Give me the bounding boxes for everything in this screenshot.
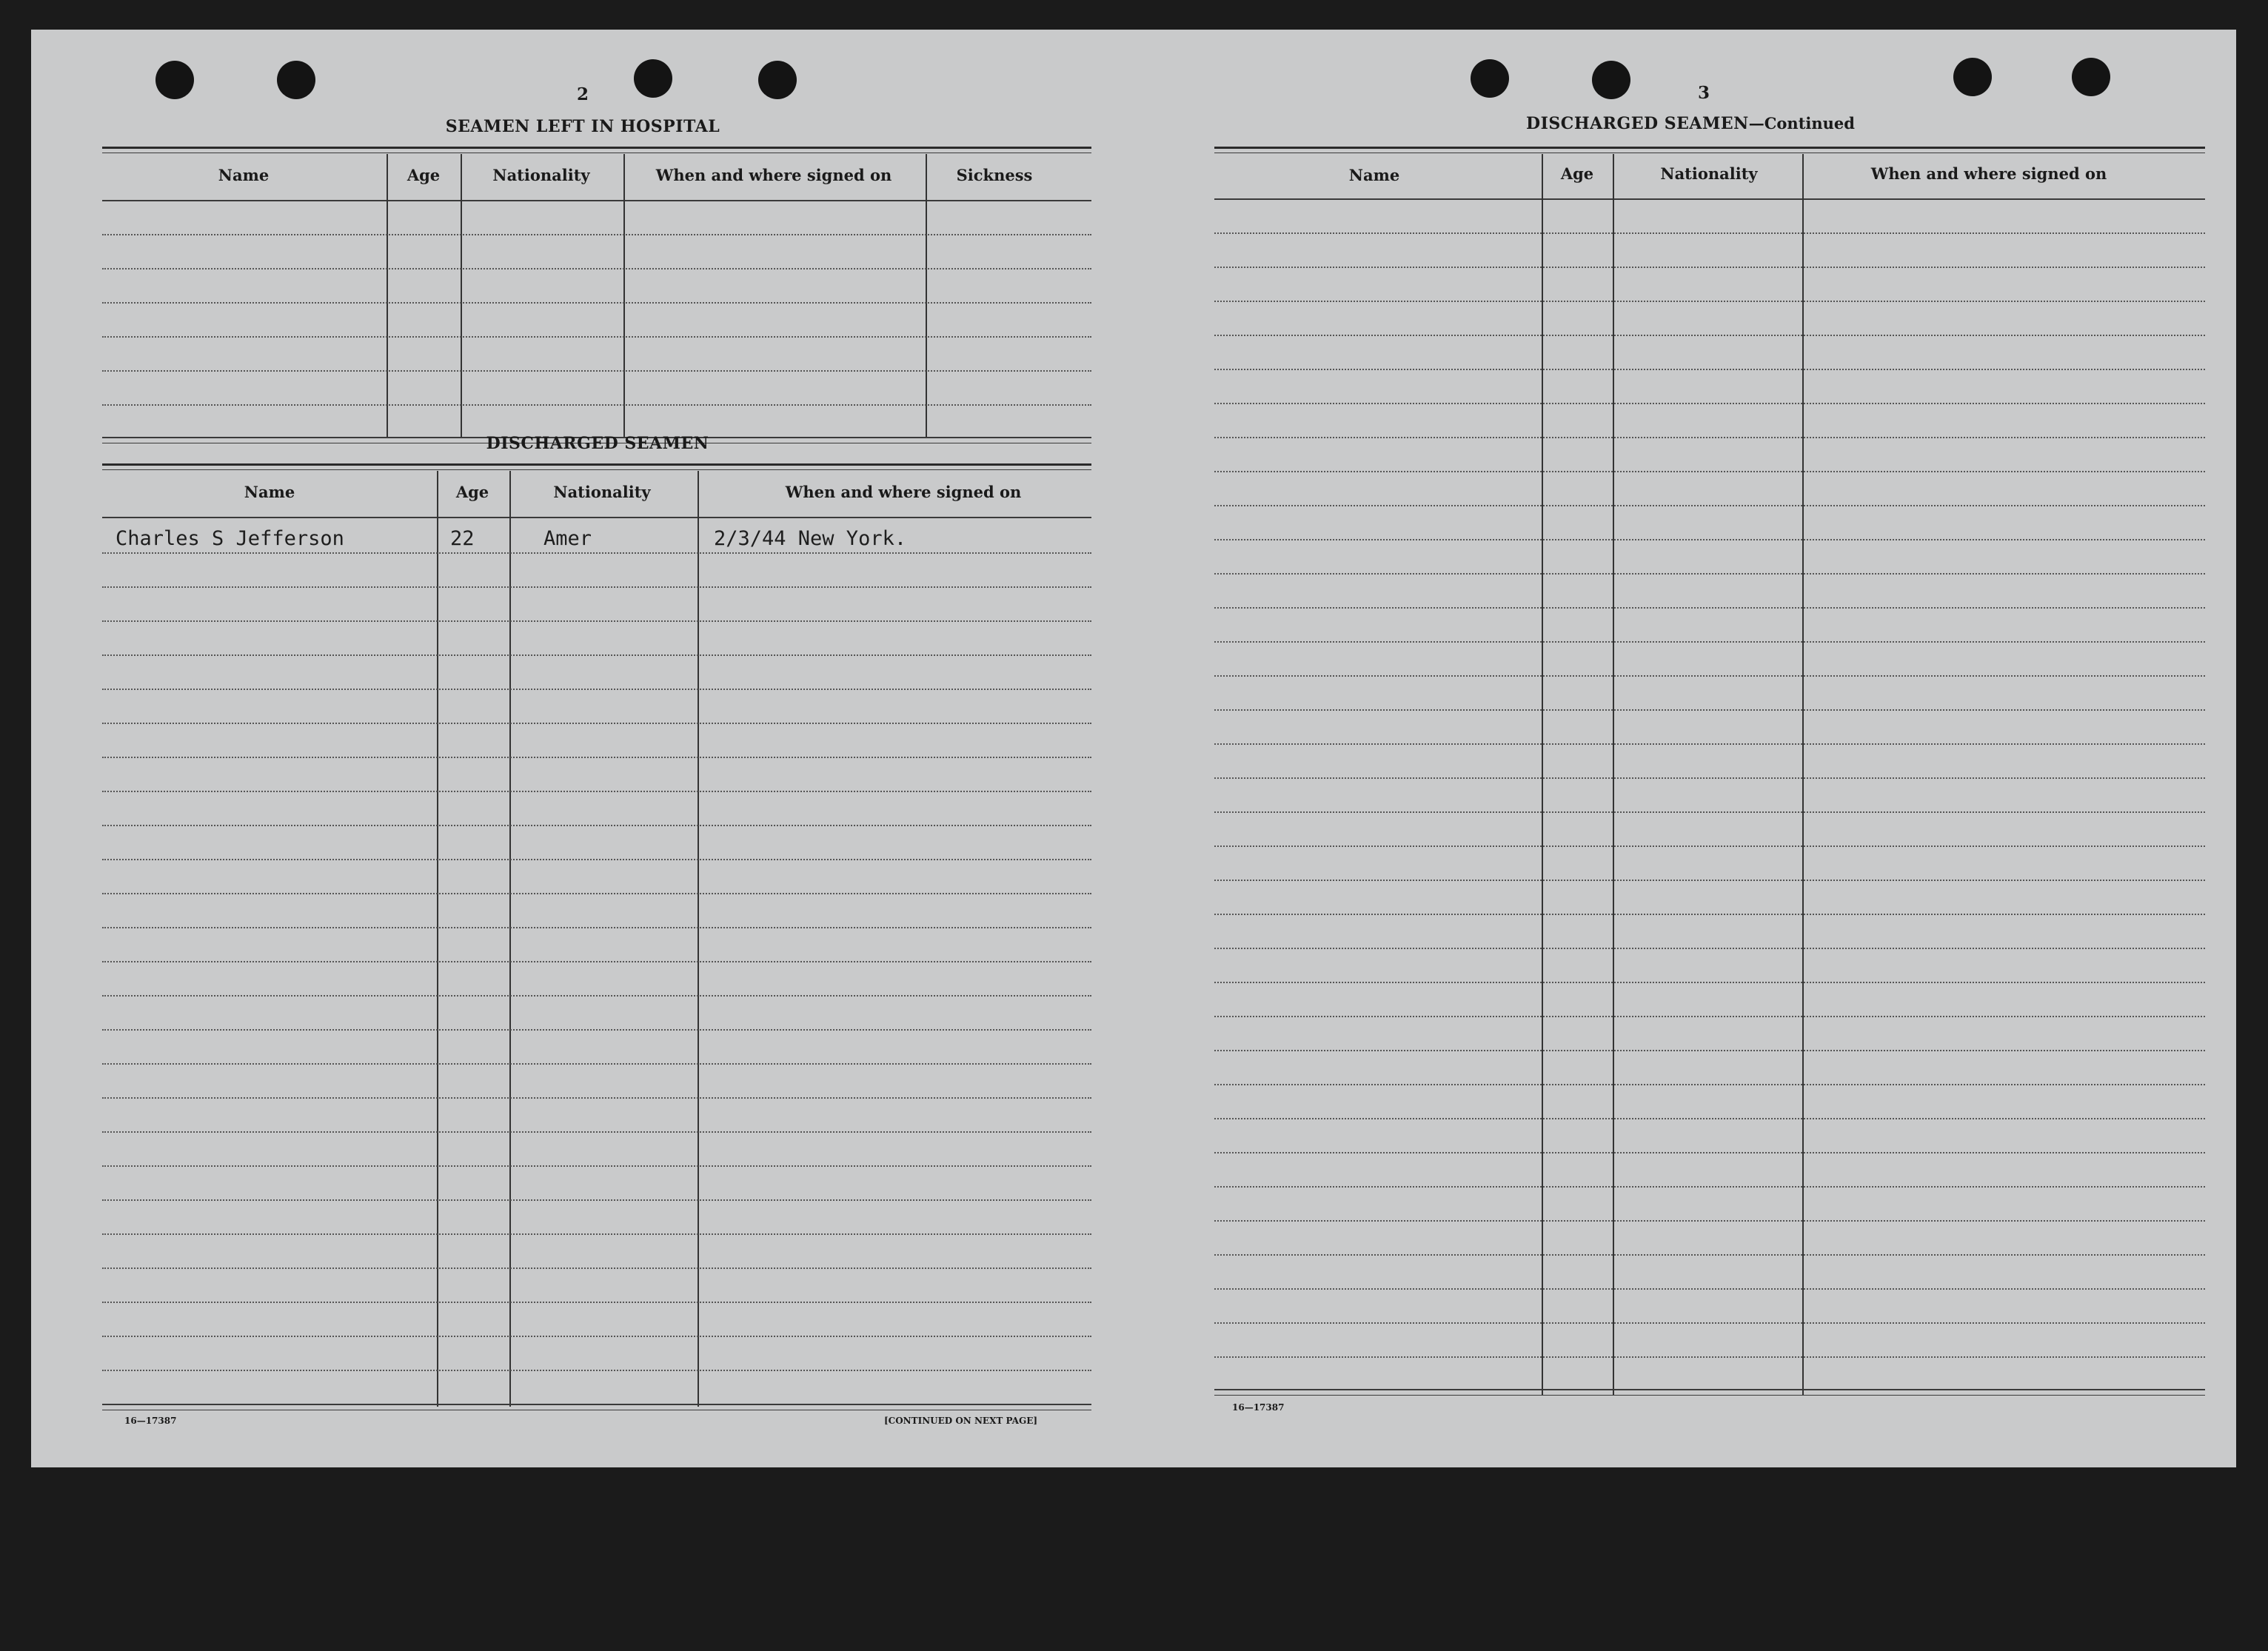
hospital-col-name: Name — [218, 166, 270, 184]
discharged-row-line — [102, 620, 1091, 622]
right-row-line — [1214, 232, 2205, 234]
discharged-row-name: Charles S Jefferson — [116, 527, 344, 550]
right-row-line — [1214, 880, 2205, 881]
right-bottom-rule — [1214, 1395, 2205, 1396]
discharged-col-divider — [698, 471, 699, 1407]
form-number-left: 16—17387 — [124, 1416, 177, 1426]
page-number-left: 2 — [576, 84, 589, 104]
right-row-line — [1214, 437, 2205, 438]
discharged-row-line — [102, 859, 1091, 860]
right-row-line — [1214, 1084, 2205, 1085]
hospital-row-line — [102, 234, 1091, 235]
discharged-row-nationality: Amer — [543, 527, 592, 550]
right-row-line — [1214, 948, 2205, 949]
right-row-line — [1214, 1050, 2205, 1051]
discharged-row-line — [102, 1097, 1091, 1099]
discharged-continued-title-main: DISCHARGED SEAMEN — [1526, 114, 1749, 133]
right-row-line — [1214, 1220, 2205, 1222]
discharged-section-title: DISCHARGED SEAMEN — [486, 434, 709, 453]
discharged-row-line — [102, 927, 1091, 928]
right-col-signed-on: When and where signed on — [1870, 164, 2107, 183]
right-row-line — [1214, 709, 2205, 711]
discharged-top-rule-thin — [102, 469, 1091, 470]
hospital-col-divider — [623, 154, 625, 438]
right-header-rule — [1214, 198, 2205, 200]
right-col-divider — [1542, 154, 1543, 1395]
discharged-row-line — [102, 1302, 1091, 1303]
right-row-line — [1214, 1152, 2205, 1153]
hospital-row-line — [102, 370, 1091, 372]
hospital-header-rule — [102, 200, 1091, 201]
discharged-col-name: Name — [244, 483, 295, 501]
discharged-row-line — [102, 723, 1091, 724]
discharged-row-line — [102, 1267, 1091, 1269]
right-row-line — [1214, 743, 2205, 745]
right-row-line — [1214, 811, 2205, 813]
right-top-rule — [1214, 147, 2205, 149]
right-row-line — [1214, 539, 2205, 540]
hospital-col-divider — [926, 154, 927, 438]
discharged-header-rule — [102, 517, 1091, 518]
right-row-line — [1214, 1288, 2205, 1290]
right-row-line — [1214, 505, 2205, 506]
continued-note: [CONTINUED ON NEXT PAGE] — [884, 1416, 1038, 1426]
discharged-col-divider — [509, 471, 511, 1407]
right-row-line — [1214, 845, 2205, 847]
punch-hole — [1953, 58, 1992, 96]
discharged-row-line — [102, 1199, 1091, 1201]
discharged-continued-title — [1526, 114, 1855, 133]
hospital-row-line — [102, 404, 1091, 406]
discharged-row-line — [102, 757, 1091, 758]
discharged-col-divider — [437, 471, 438, 1407]
discharged-row-line — [102, 689, 1091, 690]
discharged-row-line — [102, 1370, 1091, 1371]
discharged-col-age: Age — [455, 483, 489, 501]
discharged-row-line — [102, 893, 1091, 894]
discharged-row-line — [102, 586, 1091, 588]
discharged-col-signed-on: When and where signed on — [785, 483, 1022, 501]
right-col-name: Name — [1348, 166, 1400, 184]
hospital-col-divider — [387, 154, 388, 438]
form-number-right: 16—17387 — [1232, 1402, 1285, 1413]
discharged-row-line — [102, 1336, 1091, 1337]
discharged-row-line — [102, 552, 1091, 554]
right-row-line — [1214, 471, 2205, 472]
hospital-col-divider — [461, 154, 462, 438]
right-row-line — [1214, 777, 2205, 779]
right-col-age: Age — [1560, 164, 1594, 183]
punch-hole — [155, 61, 194, 99]
right-row-line — [1214, 675, 2205, 677]
discharged-row-line — [102, 961, 1091, 962]
discharged-row-line — [102, 791, 1091, 792]
punch-hole — [277, 61, 315, 99]
hospital-row-line — [102, 336, 1091, 338]
right-row-line — [1214, 1118, 2205, 1119]
hospital-section-title: SEAMEN LEFT IN HOSPITAL — [445, 117, 720, 136]
right-col-nationality: Nationality — [1660, 164, 1758, 183]
right-row-line — [1214, 573, 2205, 575]
right-row-line — [1214, 1186, 2205, 1188]
discharged-row-line — [102, 1131, 1091, 1133]
form-sheet — [31, 30, 2236, 1467]
discharged-row-line — [102, 995, 1091, 997]
right-row-line — [1214, 301, 2205, 302]
right-row-line — [1214, 982, 2205, 983]
punch-hole — [1592, 61, 1630, 99]
right-col-divider — [1613, 154, 1614, 1395]
discharged-continued-title-suffix: —Continued — [1748, 114, 1855, 133]
punch-hole — [758, 61, 797, 99]
discharged-row-line — [102, 654, 1091, 656]
right-row-line — [1214, 267, 2205, 268]
hospital-top-rule — [102, 147, 1091, 149]
hospital-col-signed-on: When and where signed on — [655, 166, 892, 184]
right-row-line — [1214, 1016, 2205, 1017]
right-row-line — [1214, 1322, 2205, 1324]
punch-hole — [634, 59, 672, 98]
right-row-line — [1214, 1254, 2205, 1256]
hospital-col-age: Age — [407, 166, 441, 184]
right-row-line — [1214, 1356, 2205, 1358]
discharged-row-signed-on: 2/3/44 New York. — [714, 527, 907, 550]
right-row-line — [1214, 607, 2205, 609]
hospital-col-sickness: Sickness — [956, 166, 1033, 184]
discharged-row-age: 22 — [450, 527, 475, 550]
right-row-line — [1214, 403, 2205, 404]
discharged-row-line — [102, 825, 1091, 826]
discharged-row-line — [102, 1063, 1091, 1065]
discharged-bottom-rule — [102, 1404, 1091, 1405]
hospital-col-nationality: Nationality — [492, 166, 590, 184]
right-bottom-rule — [1214, 1389, 2205, 1390]
discharged-col-nationality: Nationality — [553, 483, 651, 501]
discharged-row-line — [102, 1165, 1091, 1167]
right-row-line — [1214, 914, 2205, 915]
punch-hole — [1471, 59, 1509, 98]
discharged-top-rule — [102, 463, 1091, 466]
discharged-row-line — [102, 1029, 1091, 1031]
hospital-row-line — [102, 302, 1091, 304]
page-number-right: 3 — [1697, 83, 1710, 103]
right-col-divider — [1802, 154, 1804, 1395]
punch-hole — [2072, 58, 2110, 96]
hospital-row-line — [102, 268, 1091, 269]
right-row-line — [1214, 335, 2205, 336]
discharged-row-line — [102, 1233, 1091, 1235]
right-row-line — [1214, 641, 2205, 643]
right-row-line — [1214, 369, 2205, 370]
